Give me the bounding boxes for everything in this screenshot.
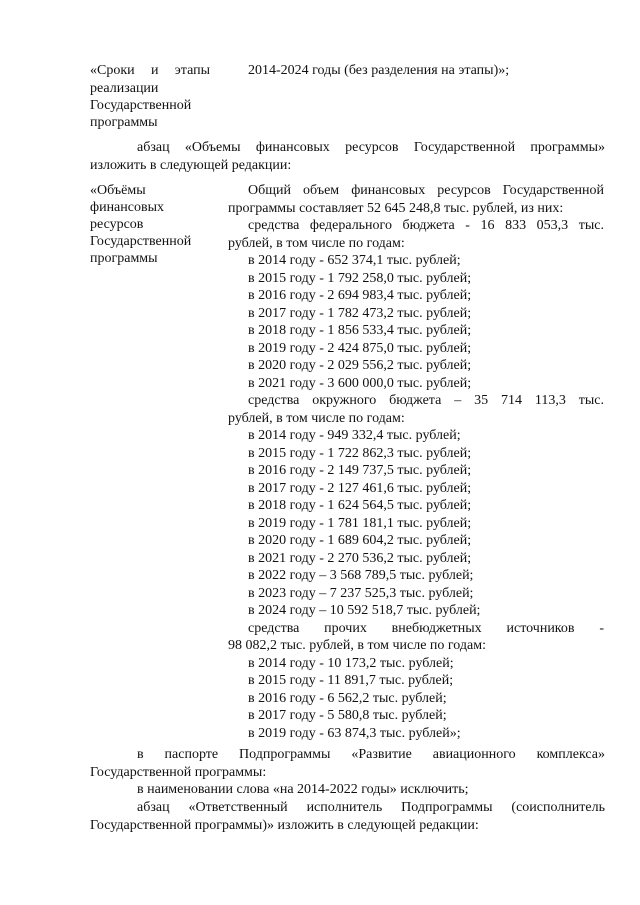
year-line: в 2016 году - 2 694 983,4 тыс. рублей; xyxy=(248,288,472,303)
year-line: в 2014 году - 10 173,2 тыс. рублей; xyxy=(248,655,454,671)
year-line: в 2020 году - 1 689 604,2 тыс. рублей; xyxy=(248,533,472,548)
year-line: в 2019 году - 1 781 181,1 тыс. рублей; xyxy=(248,515,472,531)
finance-label: «Объёмы финансовых ресурсов Государственной программы xyxy=(90,183,192,266)
responsible-executor-paragraph: абзац «Ответственный исполнитель Подпрограммы (соисполнитель Государственной программы)» изложить в следующей редакции: xyxy=(90,800,605,833)
federal-line: рублей, в том числе по годам: xyxy=(228,235,405,251)
year-line: в 2016 году - 6 562,2 тыс. рублей; xyxy=(248,690,447,706)
intro-paragraph: абзац «Объемы финансовых ресурсов Государственной программы» изложить в следующей редакции: xyxy=(90,140,605,173)
other-years-list xyxy=(228,655,604,743)
terms-value: 2014-2024 годы (без разделения на этапы)»; xyxy=(248,63,510,78)
terms-label-line: реализации xyxy=(90,81,159,96)
year-line: в 2015 году - 11 891,7 тыс. рублей; xyxy=(248,673,454,688)
name-change-paragraph: в наименовании слова «на 2014-2022 годы» исключить; xyxy=(137,782,469,797)
finance-content xyxy=(228,182,604,742)
year-line: в 2019 году - 63 874,3 тыс. рублей»; xyxy=(248,725,461,741)
federal-line: средства федерального бюджета - 16 833 053,3 тыс. xyxy=(248,218,604,233)
year-line: в 2014 году - 949 332,4 тыс. рублей; xyxy=(248,428,461,443)
year-line: в 2020 году - 2 029 556,2 тыс. рублей; xyxy=(248,358,472,373)
year-line: в 2017 году - 1 782 473,2 тыс. рублей; xyxy=(248,305,472,321)
year-line: в 2014 году - 652 374,1 тыс. рублей; xyxy=(248,253,461,268)
year-line: в 2023 году – 7 237 525,3 тыс. рублей; xyxy=(248,585,474,601)
other-sources-line: 98 082,2 тыс. рублей, в том числе по годам: xyxy=(228,638,486,653)
year-line: в 2021 году - 2 270 536,2 тыс. рублей; xyxy=(248,550,472,566)
year-line: в 2018 году - 1 856 533,4 тыс. рублей; xyxy=(248,323,472,338)
year-line: в 2018 году - 1 624 564,5 тыс. рублей; xyxy=(248,498,472,513)
year-line: в 2019 году - 2 424 875,0 тыс. рублей; xyxy=(248,340,472,356)
terms-label-line: «Сроки и этапы xyxy=(90,63,210,78)
total-line: Общий объем финансовых ресурсов Государственной xyxy=(248,183,604,198)
year-line: в 2017 году - 2 127 461,6 тыс. рублей; xyxy=(248,480,472,496)
other-sources-line: средства прочих внебюджетных источников - xyxy=(248,620,604,636)
terms-label-line: Государственной xyxy=(90,98,192,113)
year-line: в 2022 году – 3 568 789,5 тыс. рублей; xyxy=(248,568,474,583)
year-line: в 2021 году - 3 600 000,0 тыс. рублей; xyxy=(248,375,472,391)
year-line: в 2017 году - 5 580,8 тыс. рублей; xyxy=(248,708,447,723)
year-line: в 2016 году - 2 149 737,5 тыс. рублей; xyxy=(248,463,472,478)
district-years-list xyxy=(228,427,604,620)
terms-label-line: программы xyxy=(90,115,158,130)
district-line: рублей, в том числе по годам: xyxy=(228,410,405,426)
year-line: в 2024 году – 10 592 518,7 тыс. рублей; xyxy=(248,603,481,618)
total-line: программы составляет 52 645 248,8 тыс. рублей, из них: xyxy=(228,200,564,216)
district-line: средства окружного бюджета – 35 714 113,3 тыс. xyxy=(248,393,604,408)
federal-years-list xyxy=(228,252,604,392)
year-line: в 2015 году - 1 722 862,3 тыс. рублей; xyxy=(248,445,472,461)
year-line: в 2015 году - 1 792 258,0 тыс. рублей; xyxy=(248,270,472,286)
subprogram-passport-paragraph: в паспорте Подпрограммы «Развитие авиационного комплекса» Государственной программы: xyxy=(90,747,605,780)
